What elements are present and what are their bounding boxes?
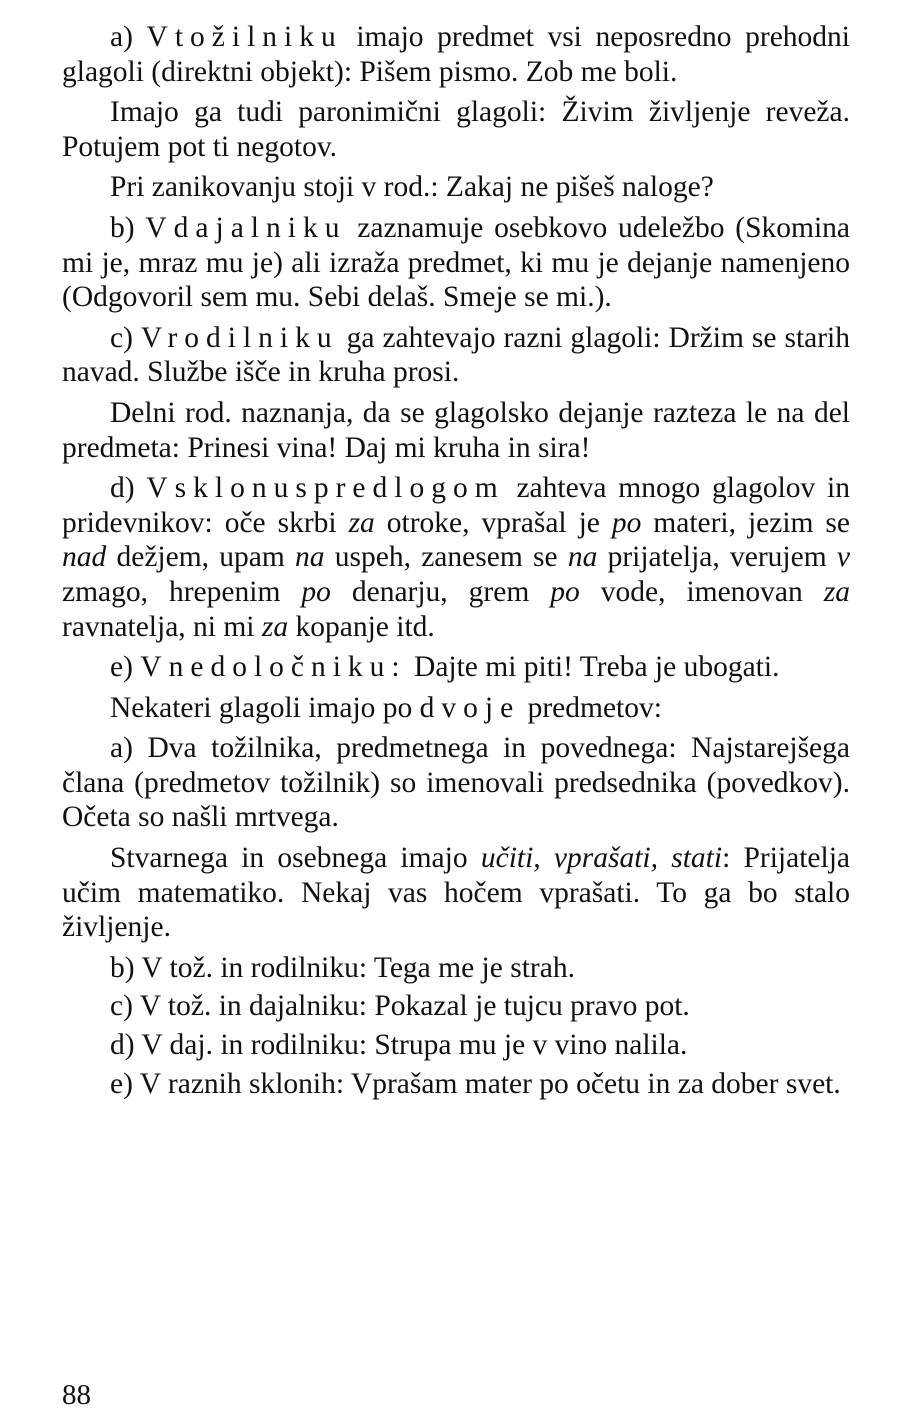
page-number: 88 xyxy=(62,1379,91,1411)
spaced-term: Vsklonuspredlogom xyxy=(146,472,505,505)
text-run: ga zahtevajo razni glagoli: Držim se starih navad. Službe išče in kruha prosi. xyxy=(62,321,851,389)
text-run: zmago, hrepenim xyxy=(62,575,302,608)
paragraph-a-accusative xyxy=(62,20,850,89)
paragraph-two-objects-intro xyxy=(62,691,850,726)
italic-term: nad xyxy=(62,541,107,574)
text-run: vode, imenovan xyxy=(579,575,824,608)
paragraph-c-genitive xyxy=(62,321,850,390)
paragraph-partitive-genitive xyxy=(62,396,850,465)
paragraph-e-infinitive xyxy=(62,650,850,685)
text-run: materi, jezim se xyxy=(641,506,851,539)
paragraph-b-dative xyxy=(62,211,850,315)
paragraph-c-accusative-dative xyxy=(62,989,850,1024)
italic-term: učiti, vprašati, stati xyxy=(480,842,723,875)
text-run: dežjem, upam xyxy=(106,541,296,574)
text-run: c) xyxy=(110,321,141,354)
paragraph-negation-genitive xyxy=(62,170,850,205)
text-run: e) V raznih sklonih: Vprašam mater po očetu in za dober svet. xyxy=(110,1067,841,1100)
spaced-term: dvoje xyxy=(419,691,521,724)
text-run: kopanje itd. xyxy=(288,610,435,643)
text-run: b) V tož. in rodilniku: Tega me je strah. xyxy=(110,951,575,984)
spaced-term: Vtožilniku xyxy=(146,21,343,53)
text-run: Stvarnega in osebnega imajo xyxy=(110,842,481,875)
text-run: a) Dva tožilnika, predmetnega in povednega: Najstarejšega člana (predmetov tožilnik) so imenovali predsednika (povedkov). Očeta so našli mrtvega. xyxy=(62,732,850,834)
text-run: Delni rod. naznanja, da se glagolsko dejanje razteza le na del predmeta: Prinesi vina! Daj mi kruha in sira! xyxy=(62,396,850,464)
text-run: Nekateri glagoli imajo po xyxy=(110,691,420,724)
text-run: e) xyxy=(110,651,141,684)
paragraph-e-various-cases xyxy=(62,1067,850,1102)
text-run: Pri zanikovanju stoji v rod.: Zakaj ne pišeš naloge? xyxy=(110,171,714,204)
text-run: d) V daj. in rodilniku: Strupa mu je v vino nalila. xyxy=(110,1029,688,1062)
paragraph-d-dative-genitive xyxy=(62,1028,850,1063)
text-run: ravnatelja, ni mi xyxy=(62,610,262,643)
italic-term: na xyxy=(295,541,325,574)
paragraph-a-two-accusatives xyxy=(62,731,850,835)
spaced-term: Vrodilniku xyxy=(140,321,339,354)
text-run: imajo predmet vsi neposredno prehodni glagoli (direktni objekt): Pišem pismo. Zob me boli. xyxy=(62,21,850,88)
text-run: a) xyxy=(110,21,147,53)
text-run: denarju, grem xyxy=(330,575,551,608)
italic-term: za xyxy=(348,506,375,539)
italic-term: po xyxy=(611,506,642,539)
text-run: otroke, vprašal je xyxy=(374,506,612,539)
text-run: b) xyxy=(110,211,146,244)
paragraph-material-personal-objects xyxy=(62,841,850,945)
italic-term: v xyxy=(836,541,850,574)
paragraph-d-prepositional-case xyxy=(62,471,850,644)
italic-term: za xyxy=(823,575,850,608)
text-run: prijatelja, verujem xyxy=(597,541,837,574)
spaced-term: Vdajalniku xyxy=(145,211,347,244)
italic-term: po xyxy=(550,575,580,608)
text-run: predmetov: xyxy=(520,691,662,724)
text-run: zahteva mnogo glagolov in pridevnikov: oče skrbi xyxy=(62,472,851,539)
text-run: zaznamuje osebkovo udeležbo (Skomina mi je, mraz mu je) ali izraža predmet, ki mu je dejanje namenjeno (Odgovoril sem mu. Sebi delaš. Smeje se mi.). xyxy=(62,211,850,314)
text-run: c) V tož. in dajalniku: Pokazal je tujcu pravo pot. xyxy=(110,990,690,1023)
spaced-term: Vnedoločniku: xyxy=(140,651,407,684)
text-run: d) xyxy=(110,472,147,505)
text-run: : Prijatelja učim matematiko. Nekaj vas hočem vprašati. To ga bo stalo življenje. xyxy=(62,842,850,944)
paragraph-b-accusative-genitive xyxy=(62,951,850,986)
text-run: uspeh, zanesem se xyxy=(324,541,568,574)
text-run: Dajte mi piti! Treba je ubogati. xyxy=(406,651,780,684)
text-run: Imajo ga tudi paronimični glagoli: Živim življenje reveža. Potujem pot ti negotov. xyxy=(62,96,850,163)
page-text-body xyxy=(62,20,850,1107)
italic-term: po xyxy=(301,575,331,608)
paragraph-paronymic-verbs xyxy=(62,95,850,164)
italic-term: na xyxy=(567,541,598,574)
italic-term: za xyxy=(261,610,289,643)
